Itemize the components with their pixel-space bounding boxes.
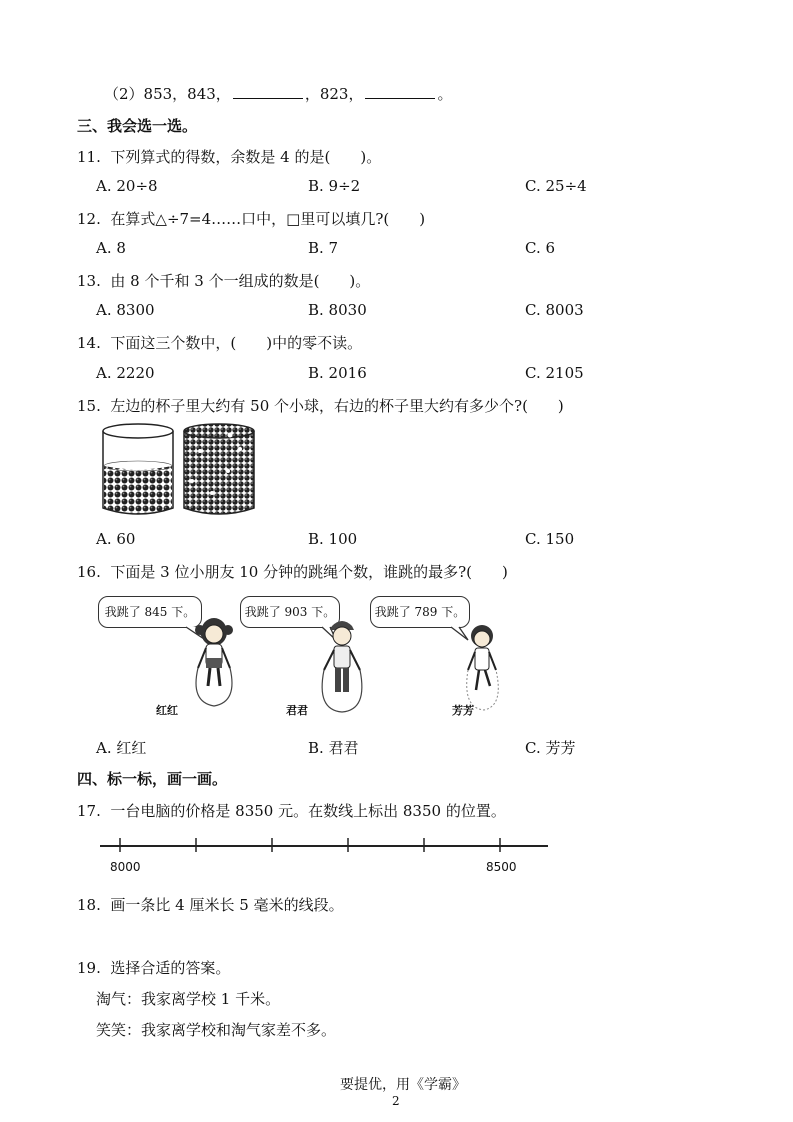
question-number: 16.	[77, 563, 101, 581]
girl-jumping-icon	[195, 618, 233, 706]
answer-blank-1[interactable]	[233, 84, 303, 99]
number-line[interactable]	[96, 832, 552, 878]
option-a[interactable]: A. 2220	[96, 364, 155, 382]
question-11	[77, 146, 381, 167]
option-b[interactable]: B. 2016	[308, 364, 367, 382]
name-label-junjun: 君君	[286, 704, 308, 717]
ball-cups-illustration	[100, 421, 260, 521]
name-label-fangfang: 芳芳	[452, 704, 474, 717]
section-3-title: 三、我会选一选。	[77, 117, 198, 135]
question-text: 在算式△÷7=4……口中，□里可以填几?( )	[110, 210, 426, 228]
page-number: 2	[392, 1094, 400, 1108]
question-text: 画一条比 4 厘米长 5 毫米的线段。	[110, 896, 344, 914]
option-b[interactable]: B. 100	[308, 530, 358, 548]
question-text: 选择合适的答案。	[110, 959, 231, 977]
sequence-prefix: （2）853，843，	[104, 85, 231, 103]
option-b[interactable]: B. 君君	[308, 739, 359, 757]
question-14	[77, 332, 362, 353]
option-c[interactable]: C. 芳芳	[525, 739, 576, 757]
question-text: 下面是 3 位小朋友 10 分钟的跳绳个数，谁跳的最多?( )	[110, 563, 508, 581]
question-number: 18.	[77, 896, 101, 914]
dialogue-line-xiaoxiao: 笑笑：我家离学校和淘气家差不多。	[96, 1021, 337, 1039]
boy-jumping-icon	[322, 621, 362, 712]
option-c[interactable]: C. 6	[525, 239, 556, 257]
question-number: 13.	[77, 272, 101, 290]
speech-bubble-fangfang: 我跳了 789 下。	[370, 596, 470, 628]
question-number: 19.	[77, 959, 101, 977]
option-c[interactable]: C. 25÷4	[525, 177, 587, 195]
question-19	[77, 957, 230, 978]
speech-bubble-junjun: 我跳了 903 下。	[240, 596, 340, 628]
question-10-part-2	[104, 83, 452, 104]
answer-blank-2[interactable]	[365, 84, 435, 99]
girl-jumping-icon	[467, 625, 499, 710]
option-a[interactable]: A. 8300	[96, 301, 155, 319]
option-c[interactable]: C. 150	[525, 530, 575, 548]
sequence-mid: ，823，	[304, 85, 364, 103]
question-number: 15.	[77, 397, 101, 415]
question-text: 由 8 个千和 3 个一组成的数是( )。	[110, 272, 371, 290]
speech-bubble-honghong: 我跳了 845 下。	[98, 596, 202, 628]
jump-rope-illustration	[96, 594, 508, 720]
footer-slogan: 要提优，用《学霸》	[340, 1077, 466, 1093]
question-number: 14.	[77, 334, 101, 352]
question-text: 下列算式的得数，余数是 4 的是( )。	[110, 148, 382, 166]
question-12	[77, 208, 425, 229]
question-17	[77, 800, 506, 821]
option-c[interactable]: C. 8003	[525, 301, 584, 319]
option-c[interactable]: C. 2105	[525, 364, 584, 382]
option-a[interactable]: A. 20÷8	[96, 177, 158, 195]
option-a[interactable]: A. 60	[96, 530, 136, 548]
question-text: 一台电脑的价格是 8350 元。在数线上标出 8350 的位置。	[110, 802, 506, 820]
option-a[interactable]: A. 8	[96, 239, 126, 257]
question-number: 12.	[77, 210, 101, 228]
option-b[interactable]: B. 7	[308, 239, 339, 257]
number-line-start-label: 8000	[110, 860, 141, 874]
sequence-end: 。	[437, 85, 453, 103]
question-18	[77, 894, 344, 915]
option-b[interactable]: B. 9÷2	[308, 177, 361, 195]
left-cup-icon	[103, 424, 173, 514]
right-cup-icon	[184, 424, 254, 514]
question-number: 17.	[77, 802, 101, 820]
section-4-title: 四、标一标，画一画。	[77, 770, 228, 788]
question-15	[77, 395, 564, 416]
name-label-honghong: 红红	[156, 704, 178, 717]
question-13	[77, 270, 370, 291]
question-number: 11.	[77, 148, 101, 166]
question-16	[77, 561, 508, 582]
dialogue-line-taoqi: 淘气：我家离学校 1 千米。	[96, 990, 281, 1008]
question-text: 左边的杯子里大约有 50 个小球，右边的杯子里大约有多少个?( )	[110, 397, 564, 415]
question-text: 下面这三个数中，( )中的零不读。	[110, 334, 363, 352]
option-a[interactable]: A. 红红	[96, 739, 147, 757]
option-b[interactable]: B. 8030	[308, 301, 367, 319]
number-line-end-label: 8500	[486, 860, 517, 874]
